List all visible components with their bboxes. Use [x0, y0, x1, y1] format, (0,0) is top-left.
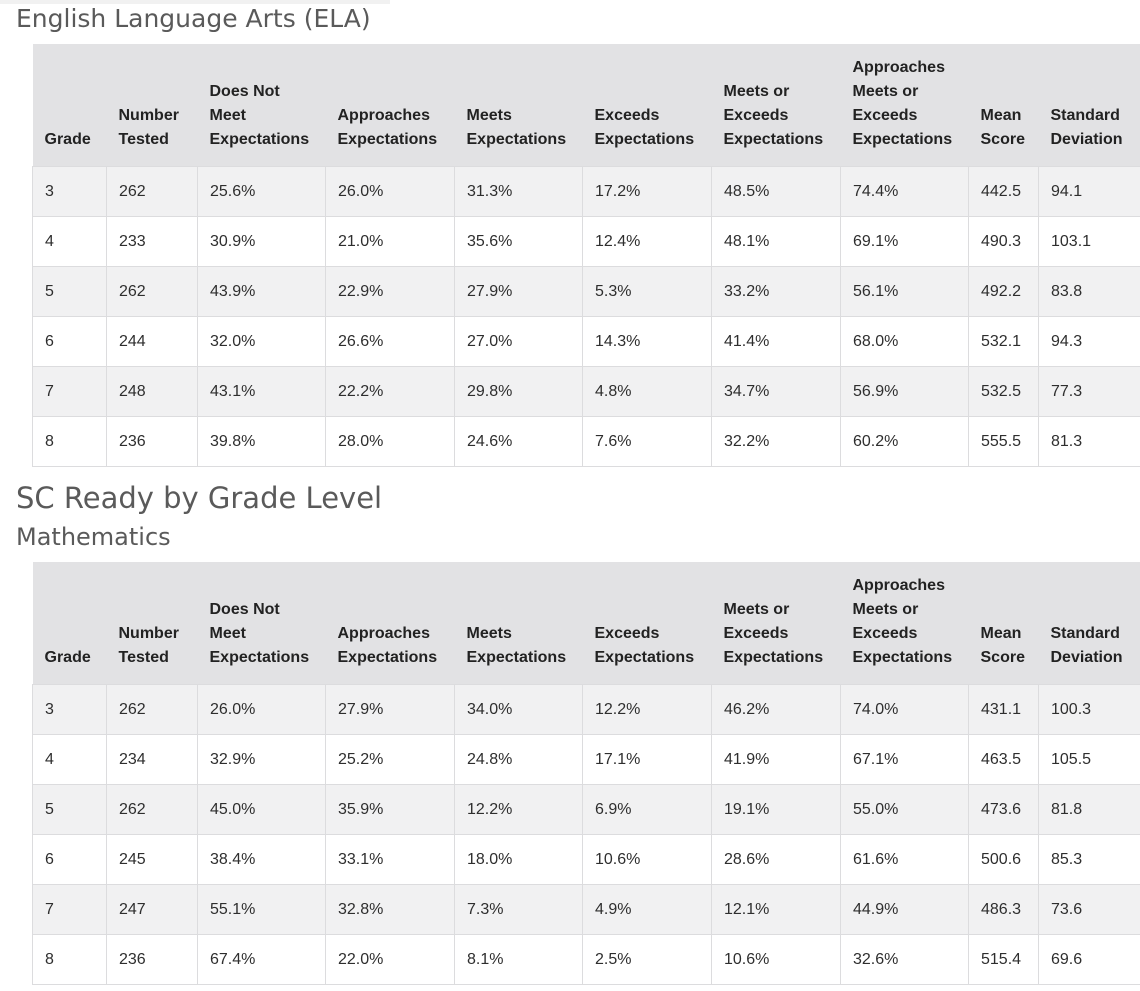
table-cell: 55.1% — [198, 885, 326, 935]
table-cell: 32.8% — [326, 885, 455, 935]
table-cell: 48.5% — [712, 167, 841, 217]
table-cell: 7 — [33, 885, 107, 935]
table-cell: 26.0% — [198, 685, 326, 735]
table-cell: 500.6 — [969, 835, 1039, 885]
table-cell: 26.6% — [326, 317, 455, 367]
table-cell: 22.0% — [326, 935, 455, 985]
col-header-standard-deviation: Standard Deviation — [1039, 44, 1140, 167]
table-cell: 73.6 — [1039, 885, 1140, 935]
table-cell: 4.8% — [583, 367, 712, 417]
table-cell: 56.9% — [841, 367, 969, 417]
math-table-header — [33, 562, 1140, 685]
table-cell: 69.6 — [1039, 935, 1140, 985]
table-row — [33, 685, 1140, 735]
table-cell: 492.2 — [969, 267, 1039, 317]
table-cell: 25.2% — [326, 735, 455, 785]
table-cell: 7 — [33, 367, 107, 417]
table-cell: 32.0% — [198, 317, 326, 367]
table-cell: 100.3 — [1039, 685, 1140, 735]
col-header-grade: Grade — [33, 562, 107, 685]
table-row — [33, 367, 1140, 417]
table-row — [33, 417, 1140, 467]
table-cell: 532.5 — [969, 367, 1039, 417]
table-cell: 45.0% — [198, 785, 326, 835]
col-header-approaches: Approaches Expectations — [326, 562, 455, 685]
table-cell: 41.9% — [712, 735, 841, 785]
table-cell: 29.8% — [455, 367, 583, 417]
table-cell: 5.3% — [583, 267, 712, 317]
table-cell: 486.3 — [969, 885, 1039, 935]
table-cell: 248 — [107, 367, 198, 417]
table-cell: 22.2% — [326, 367, 455, 417]
table-cell: 262 — [107, 685, 198, 735]
col-header-meets-or-exceeds: Meets or Exceeds Expectations — [712, 562, 841, 685]
ela-table-body — [33, 167, 1140, 467]
table-cell: 12.4% — [583, 217, 712, 267]
table-cell: 67.1% — [841, 735, 969, 785]
table-cell: 4.9% — [583, 885, 712, 935]
table-cell: 25.6% — [198, 167, 326, 217]
table-cell: 18.0% — [455, 835, 583, 885]
table-cell: 103.1 — [1039, 217, 1140, 267]
table-cell: 55.0% — [841, 785, 969, 835]
table-cell: 7.6% — [583, 417, 712, 467]
table-row — [33, 785, 1140, 835]
table-cell: 7.3% — [455, 885, 583, 935]
table-cell: 74.4% — [841, 167, 969, 217]
table-cell: 244 — [107, 317, 198, 367]
table-cell: 8.1% — [455, 935, 583, 985]
math-section-title: Mathematics — [16, 523, 171, 551]
table-cell: 35.6% — [455, 217, 583, 267]
table-cell: 22.9% — [326, 267, 455, 317]
table-row — [33, 735, 1140, 785]
table-cell: 555.5 — [969, 417, 1039, 467]
table-cell: 6 — [33, 317, 107, 367]
table-cell: 515.4 — [969, 935, 1039, 985]
table-cell: 56.1% — [841, 267, 969, 317]
table-cell: 234 — [107, 735, 198, 785]
table-cell: 12.2% — [583, 685, 712, 735]
math-table-body — [33, 685, 1140, 985]
table-cell: 12.1% — [712, 885, 841, 935]
ela-results-table — [32, 44, 1140, 467]
table-cell: 236 — [107, 935, 198, 985]
table-cell: 21.0% — [326, 217, 455, 267]
table-cell: 262 — [107, 167, 198, 217]
table-cell: 39.8% — [198, 417, 326, 467]
table-cell: 43.9% — [198, 267, 326, 317]
table-cell: 48.1% — [712, 217, 841, 267]
table-cell: 33.2% — [712, 267, 841, 317]
table-cell: 41.4% — [712, 317, 841, 367]
col-header-exceeds: Exceeds Expectations — [583, 562, 712, 685]
col-header-number-tested: Number Tested — [107, 44, 198, 167]
col-header-grade: Grade — [33, 44, 107, 167]
table-cell: 245 — [107, 835, 198, 885]
table-cell: 431.1 — [969, 685, 1039, 735]
sc-ready-section-title: SC Ready by Grade Level — [16, 481, 383, 515]
table-cell: 473.6 — [969, 785, 1039, 835]
col-header-does-not-meet: Does Not Meet Expectations — [198, 44, 326, 167]
table-cell: 8 — [33, 417, 107, 467]
table-cell: 83.8 — [1039, 267, 1140, 317]
table-cell: 31.3% — [455, 167, 583, 217]
table-cell: 77.3 — [1039, 367, 1140, 417]
table-cell: 6.9% — [583, 785, 712, 835]
table-cell: 60.2% — [841, 417, 969, 467]
table-cell: 247 — [107, 885, 198, 935]
table-cell: 5 — [33, 267, 107, 317]
col-header-approaches: Approaches Expectations — [326, 44, 455, 167]
table-cell: 24.8% — [455, 735, 583, 785]
table-cell: 67.4% — [198, 935, 326, 985]
table-cell: 30.9% — [198, 217, 326, 267]
table-cell: 68.0% — [841, 317, 969, 367]
table-cell: 34.7% — [712, 367, 841, 417]
table-row — [33, 217, 1140, 267]
table-cell: 32.2% — [712, 417, 841, 467]
table-cell: 33.1% — [326, 835, 455, 885]
col-header-number-tested: Number Tested — [107, 562, 198, 685]
col-header-mean-score: Mean Score — [969, 44, 1039, 167]
table-row — [33, 167, 1140, 217]
table-cell: 43.1% — [198, 367, 326, 417]
table-cell: 38.4% — [198, 835, 326, 885]
table-cell: 35.9% — [326, 785, 455, 835]
col-header-approaches-meets-or-exceeds: Approaches Meets or Exceeds Expectations — [841, 562, 969, 685]
col-header-exceeds: Exceeds Expectations — [583, 44, 712, 167]
table-cell: 10.6% — [583, 835, 712, 885]
col-header-does-not-meet: Does Not Meet Expectations — [198, 562, 326, 685]
table-cell: 34.0% — [455, 685, 583, 735]
col-header-meets-or-exceeds: Meets or Exceeds Expectations — [712, 44, 841, 167]
table-cell: 19.1% — [712, 785, 841, 835]
table-cell: 490.3 — [969, 217, 1039, 267]
ela-section-title: English Language Arts (ELA) — [16, 4, 371, 33]
table-cell: 532.1 — [969, 317, 1039, 367]
table-cell: 24.6% — [455, 417, 583, 467]
ela-table-header — [33, 44, 1140, 167]
col-header-approaches-meets-or-exceeds: Approaches Meets or Exceeds Expectations — [841, 44, 969, 167]
table-cell: 8 — [33, 935, 107, 985]
table-cell: 26.0% — [326, 167, 455, 217]
table-cell: 81.3 — [1039, 417, 1140, 467]
table-cell: 2.5% — [583, 935, 712, 985]
table-row — [33, 935, 1140, 985]
table-cell: 27.9% — [455, 267, 583, 317]
table-cell: 5 — [33, 785, 107, 835]
table-cell: 27.0% — [455, 317, 583, 367]
col-header-meets: Meets Expectations — [455, 44, 583, 167]
table-cell: 262 — [107, 785, 198, 835]
table-cell: 44.9% — [841, 885, 969, 935]
col-header-mean-score: Mean Score — [969, 562, 1039, 685]
table-cell: 17.1% — [583, 735, 712, 785]
table-cell: 442.5 — [969, 167, 1039, 217]
table-cell: 233 — [107, 217, 198, 267]
table-cell: 28.0% — [326, 417, 455, 467]
table-cell: 61.6% — [841, 835, 969, 885]
table-cell: 6 — [33, 835, 107, 885]
table-cell: 10.6% — [712, 935, 841, 985]
table-cell: 3 — [33, 167, 107, 217]
table-cell: 12.2% — [455, 785, 583, 835]
table-row — [33, 835, 1140, 885]
table-cell: 81.8 — [1039, 785, 1140, 835]
table-cell: 14.3% — [583, 317, 712, 367]
col-header-meets: Meets Expectations — [455, 562, 583, 685]
table-cell: 94.1 — [1039, 167, 1140, 217]
table-cell: 17.2% — [583, 167, 712, 217]
table-cell: 94.3 — [1039, 317, 1140, 367]
col-header-standard-deviation: Standard Deviation — [1039, 562, 1140, 685]
table-cell: 28.6% — [712, 835, 841, 885]
table-row — [33, 267, 1140, 317]
table-cell: 4 — [33, 217, 107, 267]
table-row — [33, 885, 1140, 935]
math-results-table — [32, 562, 1140, 985]
table-cell: 27.9% — [326, 685, 455, 735]
table-cell: 236 — [107, 417, 198, 467]
table-cell: 46.2% — [712, 685, 841, 735]
table-cell: 32.6% — [841, 935, 969, 985]
table-cell: 74.0% — [841, 685, 969, 735]
table-cell: 463.5 — [969, 735, 1039, 785]
table-cell: 32.9% — [198, 735, 326, 785]
table-cell: 105.5 — [1039, 735, 1140, 785]
table-cell: 69.1% — [841, 217, 969, 267]
table-cell: 4 — [33, 735, 107, 785]
table-cell: 85.3 — [1039, 835, 1140, 885]
table-cell: 3 — [33, 685, 107, 735]
table-cell: 262 — [107, 267, 198, 317]
table-row — [33, 317, 1140, 367]
